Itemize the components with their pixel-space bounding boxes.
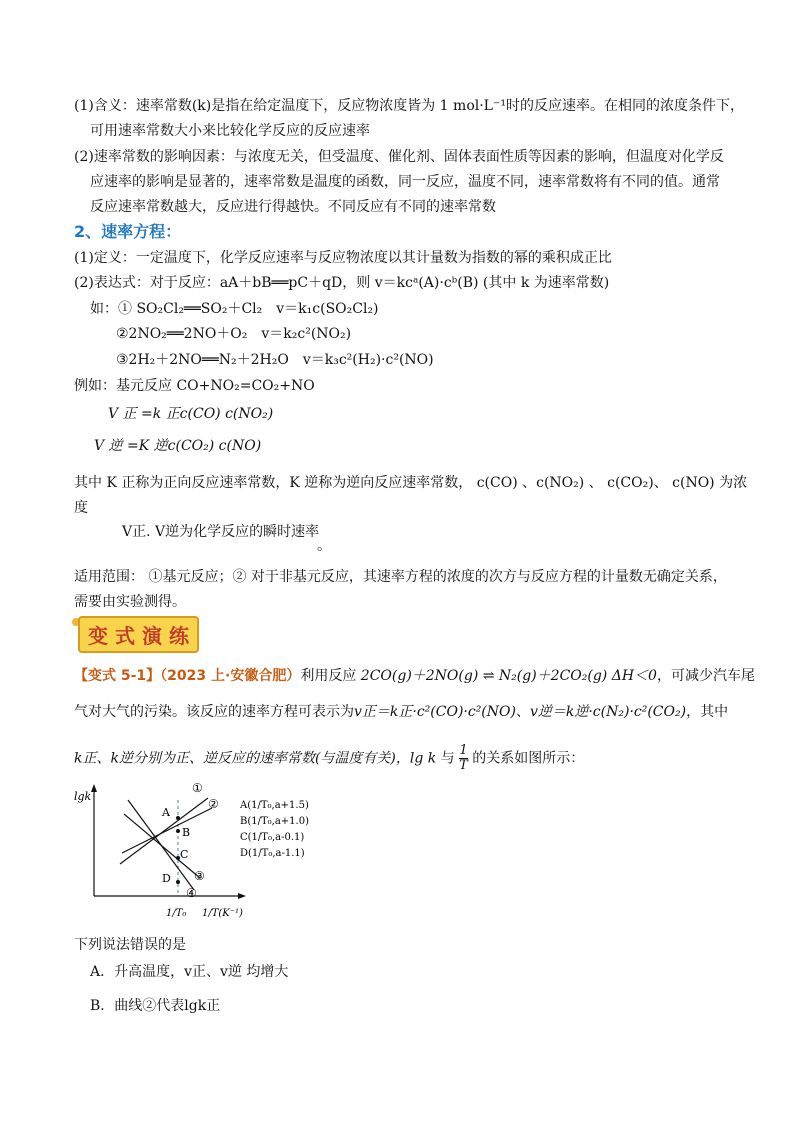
- x-axis-label: 1/T(K⁻¹): [202, 908, 243, 919]
- curve-label: ①: [192, 781, 203, 795]
- curve-label: ④: [186, 886, 197, 900]
- x-axis-arrow: [238, 893, 246, 899]
- banner-char: 演: [142, 623, 162, 648]
- text-line: 可用速率常数大小来比较化学反应的反应速率: [90, 123, 370, 139]
- text-span: 的关系如图所示：: [472, 750, 585, 767]
- point-d: [176, 880, 180, 884]
- fraction: [459, 744, 468, 773]
- problem-line: [74, 744, 584, 773]
- fraction-numerator: 1: [459, 743, 468, 758]
- text-line: (2)表达式：对于反应：aA＋bB══pC＋qD，则 v＝kcᵃ(A)·cᵇ(B) (其中 k 为速率常数): [74, 275, 610, 291]
- lgk-graph: [72, 778, 372, 928]
- option-a: A．升高温度，v正、v逆 均增大: [90, 964, 289, 980]
- rate-forward: v正＝k正·c²(CO)·c²(NO): [354, 704, 516, 720]
- text-span: ，可减少汽车尾: [656, 668, 755, 684]
- practice-banner: [78, 616, 199, 652]
- problem-tag: 【变式 5-1】: [74, 668, 161, 684]
- text-line: (1)定义：一定温度下，化学反应速率与反应物浓度以其计量数为指数的幂的乘积成正比: [74, 250, 612, 266]
- banner-char: 变: [88, 623, 108, 648]
- curve-label: ③: [194, 869, 205, 883]
- legend-item: A(1/T₀,a+1.5): [240, 800, 309, 811]
- text-line: V 正 =k 正c(CO) c(NO₂): [108, 406, 274, 422]
- banner-char: 练: [169, 623, 189, 648]
- text-span: k正、k逆分别为正、逆反应的速率常数(与温度有关)，: [74, 750, 410, 767]
- point-a: [176, 816, 180, 820]
- text-line: 度: [74, 500, 88, 516]
- fraction-denominator: T: [459, 758, 468, 773]
- point-b: [176, 829, 180, 833]
- y-axis-label: lgk: [74, 790, 92, 803]
- text-line: 反应速率常数越大，反应进行得越快。不同反应有不同的速率常数: [90, 199, 496, 215]
- enthalpy: ΔH＜0: [611, 668, 657, 684]
- text-line: ③2H₂＋2NO══N₂＋2H₂O v＝k₃c²(H₂)·c²(NO): [116, 352, 434, 368]
- text-line: V 逆 =K 逆c(CO₂) c(NO): [94, 438, 262, 454]
- text-line: 适用范围： ①基元反应；② 对于非基元反应，其速率方程的浓度的次方与反应方程的计量数无确定关系，: [74, 569, 727, 585]
- text-line: 其中 K 正称为正向反应速率常数，K 逆称为逆向反应速率常数， c(CO) 、c(NO₂) 、 c(CO₂)、 c(NO) 为浓: [74, 475, 748, 491]
- text-line: ②2NO₂══2NO＋O₂ v＝k₂c²(NO₂): [116, 326, 352, 342]
- legend-item: C(1/T₀,a-0.1): [240, 832, 305, 843]
- text-span: 利用反应: [300, 668, 357, 684]
- lgk-label: lg k: [409, 750, 437, 767]
- y-axis-arrow: [91, 784, 97, 792]
- text-line: 例如：基元反应 CO+NO₂=CO₂+NO: [74, 378, 315, 394]
- text-line: 如：① SO₂Cl₂══SO₂＋Cl₂ v＝k₁c(SO₂Cl₂): [90, 301, 379, 317]
- problem-source: （2023 上·安徽合肥）: [160, 668, 301, 684]
- text-line: 应速率的影响是显著的，速率常数是温度的函数，同一反应，温度不同，速率常数将有不同的值。通常: [90, 174, 720, 190]
- point-label: B: [182, 826, 191, 839]
- text-line: V正. V逆为化学反应的瞬时速率: [122, 524, 320, 540]
- text-line: (2)速率常数的影响因素：与浓度无关，但受温度、催化剂、固体表面性质等因素的影响，但温度对化学反: [74, 149, 724, 165]
- x-tick-label: 1/T₀: [166, 908, 187, 919]
- problem-line: [74, 666, 755, 686]
- legend-item: D(1/T₀,a-1.1): [240, 848, 305, 859]
- text-line: 。: [317, 538, 331, 554]
- point-label: A: [162, 806, 170, 819]
- text-span: 与: [440, 750, 455, 767]
- legend-item: B(1/T₀,a+1.0): [240, 816, 309, 827]
- text-span: 气对大气的污染。该反应的速率方程可表示为: [74, 704, 354, 720]
- text-line: 需要由实验测得。: [74, 594, 186, 610]
- problem-line: [74, 702, 728, 722]
- text-line: (1)含义：速率常数(k)是指在给定温度下，反应物浓度皆为 1 mol·L⁻¹时的反应速率。在相同的浓度条件下，: [74, 98, 744, 114]
- section-heading: 2、速率方程：: [74, 222, 182, 241]
- text-span: ，其中: [686, 704, 729, 720]
- banner-char: 式: [115, 623, 135, 648]
- reaction-equation: 2CO(g)＋2NO(g) ⇌ N₂(g)＋2CO₂(g): [360, 668, 608, 684]
- point-label: C: [180, 848, 189, 861]
- option-b: B．曲线②代表lgk正: [90, 998, 221, 1014]
- question-text: 下列说法错误的是: [74, 937, 186, 953]
- curve-label: ②: [208, 797, 219, 811]
- point-label: D: [162, 872, 171, 885]
- text-span: 、: [515, 704, 530, 720]
- rate-reverse: v逆＝k逆·c(N₂)·c²(CO₂): [529, 704, 687, 720]
